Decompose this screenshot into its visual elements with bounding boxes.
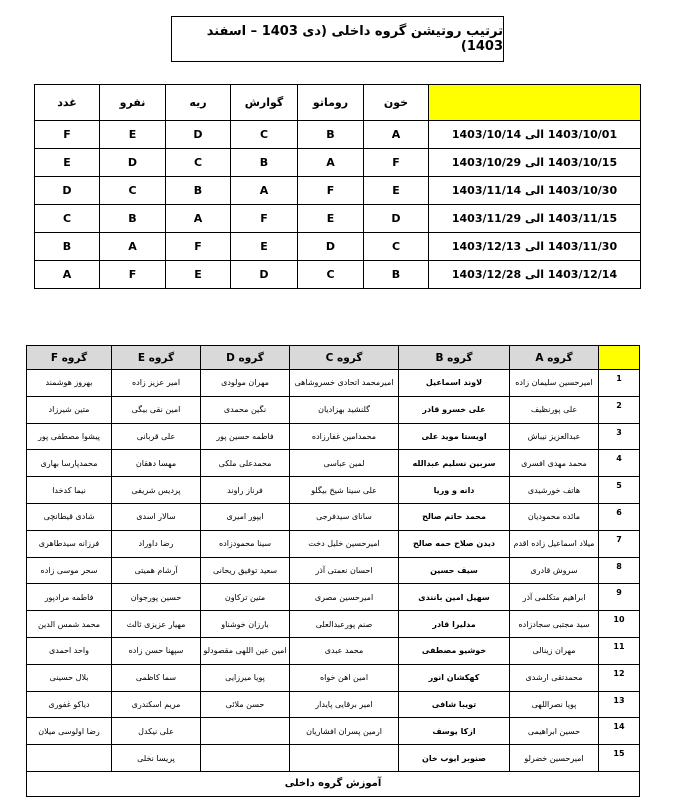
member-name-cell: مهسا دهقان bbox=[112, 450, 201, 477]
rotation-group-cell: C bbox=[364, 233, 429, 261]
member-name-cell: خوشیو مصطفی bbox=[399, 637, 510, 664]
member-name-cell: سهیل امین بانندی bbox=[399, 584, 510, 611]
groups-row bbox=[27, 423, 640, 450]
member-name-cell: ایپور امیری bbox=[201, 503, 290, 530]
groups-row bbox=[27, 530, 640, 557]
groups-row bbox=[27, 503, 640, 530]
groups-corner-cell bbox=[599, 346, 640, 370]
member-name-cell: آرشام همیتی bbox=[112, 557, 201, 584]
rotation-group-cell: D bbox=[231, 261, 298, 289]
rotation-group-cell: D bbox=[35, 177, 100, 205]
row-number: 8 bbox=[599, 557, 640, 584]
rotation-date-range: 1403/11/15 الی 1403/11/29 bbox=[429, 205, 641, 233]
rotation-group-cell: D bbox=[100, 149, 166, 177]
page-title: ترتیب روتیشن گروه داخلی (دی 1403 – اسفند 1403) bbox=[171, 16, 504, 62]
rotation-header-cell: روماتو bbox=[298, 85, 364, 121]
member-name-cell: رضا داوراد bbox=[112, 530, 201, 557]
groups-row bbox=[27, 396, 640, 423]
member-name-cell: مائده محمودیان bbox=[510, 503, 599, 530]
member-name-cell: گلنشید بهزادیان bbox=[290, 396, 399, 423]
member-name-cell: محمد حاتم صالح bbox=[399, 503, 510, 530]
member-name-cell: فاطمه مرادپور bbox=[27, 584, 112, 611]
groups-row bbox=[27, 557, 640, 584]
member-name-cell: امیرحسین مصری bbox=[290, 584, 399, 611]
member-name-cell: امیرحسین خضرلو bbox=[510, 745, 599, 772]
row-number: 1 bbox=[599, 370, 640, 397]
member-name-cell: لمین عباسی bbox=[290, 450, 399, 477]
member-name-cell: لاوند اسماعیل bbox=[399, 370, 510, 397]
rotation-group-cell: C bbox=[35, 205, 100, 233]
rotation-row bbox=[35, 233, 641, 261]
member-name-cell: محمد مهدی افسری bbox=[510, 450, 599, 477]
member-name-cell: علی سینا شیخ بیگلو bbox=[290, 477, 399, 504]
member-name-cell: سانای سیدفرجی bbox=[290, 503, 399, 530]
row-number: 7 bbox=[599, 530, 640, 557]
member-name-cell: صنوبر ایوب خان bbox=[399, 745, 510, 772]
groups-row bbox=[27, 745, 640, 772]
member-name-cell: متین شیرزاد bbox=[27, 396, 112, 423]
row-number: 4 bbox=[599, 450, 640, 477]
member-name-cell: حسین پورجوان bbox=[112, 584, 201, 611]
member-name-cell: سحر موسی زاده bbox=[27, 557, 112, 584]
groups-header-cell: گروه C bbox=[290, 346, 399, 370]
member-name-cell: حسین ابراهیمی bbox=[510, 718, 599, 745]
rotation-group-cell: F bbox=[166, 233, 231, 261]
member-name-cell: علی خسرو قادر bbox=[399, 396, 510, 423]
row-number: 14 bbox=[599, 718, 640, 745]
member-name-cell: فاطمه حسین پور bbox=[201, 423, 290, 450]
member-name-cell: هاتف خورشیدی bbox=[510, 477, 599, 504]
member-name-cell: حسن ملائی bbox=[201, 691, 290, 718]
member-name-cell: دیاکو غفوری bbox=[27, 691, 112, 718]
member-name-cell: پیشوا مصطفی پور bbox=[27, 423, 112, 450]
member-name-cell: اویستا موید علی bbox=[399, 423, 510, 450]
member-name-cell: محمد شمس الدین bbox=[27, 611, 112, 638]
member-name-cell: سیف حسین bbox=[399, 557, 510, 584]
member-name-cell: محمدامین غفارزاده bbox=[290, 423, 399, 450]
member-name-cell: محمد عبدی bbox=[290, 637, 399, 664]
rotation-table bbox=[34, 84, 641, 289]
member-name-cell: دانه و وریا bbox=[399, 477, 510, 504]
member-name-cell: پویا نصراللهی bbox=[510, 691, 599, 718]
member-name-cell: احسان نعمتی آذر bbox=[290, 557, 399, 584]
rotation-group-cell: A bbox=[364, 121, 429, 149]
member-name-cell: امیرمحمد اتحادی خسروشاهی bbox=[290, 370, 399, 397]
rotation-group-cell: A bbox=[166, 205, 231, 233]
member-name-cell: محمدتقی ارشدی bbox=[510, 664, 599, 691]
member-name-cell: مهران زینالی bbox=[510, 637, 599, 664]
rotation-group-cell: D bbox=[364, 205, 429, 233]
rotation-group-cell: A bbox=[298, 149, 364, 177]
rotation-header-row bbox=[35, 85, 641, 121]
member-name-cell: مدلیرا قادر bbox=[399, 611, 510, 638]
member-name-cell: علی قربانی bbox=[112, 423, 201, 450]
groups-header-row bbox=[27, 346, 640, 370]
groups-header-cell: گروه F bbox=[27, 346, 112, 370]
member-name-cell bbox=[201, 745, 290, 772]
groups-header-cell: گروه B bbox=[399, 346, 510, 370]
rotation-row bbox=[35, 177, 641, 205]
row-number: 10 bbox=[599, 611, 640, 638]
rotation-date-range: 1403/10/01 الی 1403/10/14 bbox=[429, 121, 641, 149]
member-name-cell: دیدن صلاح حمه صالح bbox=[399, 530, 510, 557]
rotation-header-cell: خون bbox=[364, 85, 429, 121]
member-name-cell bbox=[27, 745, 112, 772]
member-name-cell: بارزان خوشناو bbox=[201, 611, 290, 638]
member-name-cell: سالار اسدی bbox=[112, 503, 201, 530]
member-name-cell: سربین نسلیم عبدالله bbox=[399, 450, 510, 477]
member-name-cell: مهیار عزیزی ثالث bbox=[112, 611, 201, 638]
groups-row bbox=[27, 611, 640, 638]
rotation-date-range: 1403/11/30 الی 1403/12/13 bbox=[429, 233, 641, 261]
member-name-cell: نیما کدخدا bbox=[27, 477, 112, 504]
member-name-cell: ازکا یوسف bbox=[399, 718, 510, 745]
member-name-cell: سید مجتبی سجادزاده bbox=[510, 611, 599, 638]
member-name-cell: مهران مولودی bbox=[201, 370, 290, 397]
member-name-cell: امیر عزیز زاده bbox=[112, 370, 201, 397]
groups-row bbox=[27, 664, 640, 691]
member-name-cell: نگین محمدی bbox=[201, 396, 290, 423]
rotation-group-cell: A bbox=[35, 261, 100, 289]
member-name-cell: محمدپارسا بهاری bbox=[27, 450, 112, 477]
rotation-row bbox=[35, 149, 641, 177]
member-name-cell: عبدالعزیز نیباش bbox=[510, 423, 599, 450]
row-number: 3 bbox=[599, 423, 640, 450]
member-name-cell: علی نیکدل bbox=[112, 718, 201, 745]
rotation-group-cell: F bbox=[298, 177, 364, 205]
rotation-header-cell: غدد bbox=[35, 85, 100, 121]
member-name-cell: فرناز راوند bbox=[201, 477, 290, 504]
rotation-group-cell: E bbox=[231, 233, 298, 261]
groups-row bbox=[27, 450, 640, 477]
rotation-header-cell: نفرو bbox=[100, 85, 166, 121]
member-name-cell bbox=[201, 718, 290, 745]
rotation-group-cell: B bbox=[166, 177, 231, 205]
rotation-group-cell: A bbox=[100, 233, 166, 261]
member-name-cell: ابراهیم متکلمی آذر bbox=[510, 584, 599, 611]
member-name-cell: بلال حسینی bbox=[27, 664, 112, 691]
member-name-cell: رضا اولوسی میلان bbox=[27, 718, 112, 745]
row-number: 2 bbox=[599, 396, 640, 423]
member-name-cell: پردیس شریفی bbox=[112, 477, 201, 504]
row-number: 11 bbox=[599, 637, 640, 664]
groups-row bbox=[27, 370, 640, 397]
rotation-date-range: 1403/10/15 الی 1403/10/29 bbox=[429, 149, 641, 177]
footer-label: آموزش گروه داخلی bbox=[27, 771, 640, 796]
groups-table bbox=[26, 345, 640, 797]
groups-row bbox=[27, 584, 640, 611]
rotation-group-cell: E bbox=[364, 177, 429, 205]
groups-row bbox=[27, 477, 640, 504]
member-name-cell: امین عین اللهی مقصودلو bbox=[201, 637, 290, 664]
member-name-cell: امیرحسین سلیمان زاده bbox=[510, 370, 599, 397]
groups-header-cell: گروه A bbox=[510, 346, 599, 370]
rotation-row bbox=[35, 261, 641, 289]
groups-header-cell: گروه E bbox=[112, 346, 201, 370]
groups-row bbox=[27, 637, 640, 664]
rotation-group-cell: F bbox=[364, 149, 429, 177]
rotation-row bbox=[35, 121, 641, 149]
rotation-group-cell: E bbox=[298, 205, 364, 233]
member-name-cell: محمدعلی ملکی bbox=[201, 450, 290, 477]
member-name-cell: سپهنا حسن زاده bbox=[112, 637, 201, 664]
rotation-group-cell: D bbox=[166, 121, 231, 149]
member-name-cell: پریسا نخلی bbox=[112, 745, 201, 772]
member-name-cell: ارمین پسران افشاریان bbox=[290, 718, 399, 745]
member-name-cell: علی پورنظیف bbox=[510, 396, 599, 423]
rotation-date-range: 1403/12/14 الی 1403/12/28 bbox=[429, 261, 641, 289]
member-name-cell: متین ترکاون bbox=[201, 584, 290, 611]
member-name-cell: فرزانه سیدطاهری bbox=[27, 530, 112, 557]
rotation-group-cell: C bbox=[166, 149, 231, 177]
member-name-cell: سعید توفیق ریحانی bbox=[201, 557, 290, 584]
member-name-cell bbox=[290, 745, 399, 772]
rotation-header-cell: گوارش bbox=[231, 85, 298, 121]
member-name-cell: صنم پورعبدالعلی bbox=[290, 611, 399, 638]
member-name-cell: امین نقی بیگی bbox=[112, 396, 201, 423]
rotation-group-cell: D bbox=[298, 233, 364, 261]
groups-row bbox=[27, 691, 640, 718]
rotation-group-cell: C bbox=[100, 177, 166, 205]
rotation-row bbox=[35, 205, 641, 233]
member-name-cell: بهروز هوشمند bbox=[27, 370, 112, 397]
rotation-group-cell: E bbox=[35, 149, 100, 177]
member-name-cell: امیرحسین خلیل دخت bbox=[290, 530, 399, 557]
row-number: 9 bbox=[599, 584, 640, 611]
member-name-cell: مریم اسکندری bbox=[112, 691, 201, 718]
rotation-group-cell: F bbox=[100, 261, 166, 289]
rotation-date-range: 1403/10/30 الی 1403/11/14 bbox=[429, 177, 641, 205]
member-name-cell: سما کاظمی bbox=[112, 664, 201, 691]
groups-footer-row bbox=[27, 771, 640, 796]
member-name-cell: تویبا شافی bbox=[399, 691, 510, 718]
row-number: 13 bbox=[599, 691, 640, 718]
member-name-cell: میلاد اسماعیل زاده اقدم bbox=[510, 530, 599, 557]
member-name-cell: شادی قیطانچی bbox=[27, 503, 112, 530]
rotation-group-cell: B bbox=[364, 261, 429, 289]
member-name-cell: کهکشان انور bbox=[399, 664, 510, 691]
rotation-group-cell: C bbox=[298, 261, 364, 289]
groups-header-cell: گروه D bbox=[201, 346, 290, 370]
rotation-group-cell: E bbox=[100, 121, 166, 149]
rotation-group-cell: F bbox=[231, 205, 298, 233]
member-name-cell: امین اهن خواه bbox=[290, 664, 399, 691]
rotation-group-cell: B bbox=[298, 121, 364, 149]
rotation-group-cell: B bbox=[231, 149, 298, 177]
groups-row bbox=[27, 718, 640, 745]
rotation-group-cell: F bbox=[35, 121, 100, 149]
member-name-cell: پویا میرزایی bbox=[201, 664, 290, 691]
row-number: 12 bbox=[599, 664, 640, 691]
member-name-cell: امیر برقایی پایدار bbox=[290, 691, 399, 718]
rotation-group-cell: E bbox=[166, 261, 231, 289]
rotation-group-cell: A bbox=[231, 177, 298, 205]
rotation-header-cell: ریه bbox=[166, 85, 231, 121]
rotation-group-cell: C bbox=[231, 121, 298, 149]
member-name-cell: سروش قادری bbox=[510, 557, 599, 584]
row-number: 5 bbox=[599, 477, 640, 504]
rotation-corner-cell bbox=[429, 85, 641, 121]
row-number: 6 bbox=[599, 503, 640, 530]
row-number: 15 bbox=[599, 745, 640, 772]
member-name-cell: واحد احمدی bbox=[27, 637, 112, 664]
rotation-group-cell: B bbox=[100, 205, 166, 233]
member-name-cell: سینا محمودزاده bbox=[201, 530, 290, 557]
rotation-group-cell: B bbox=[35, 233, 100, 261]
